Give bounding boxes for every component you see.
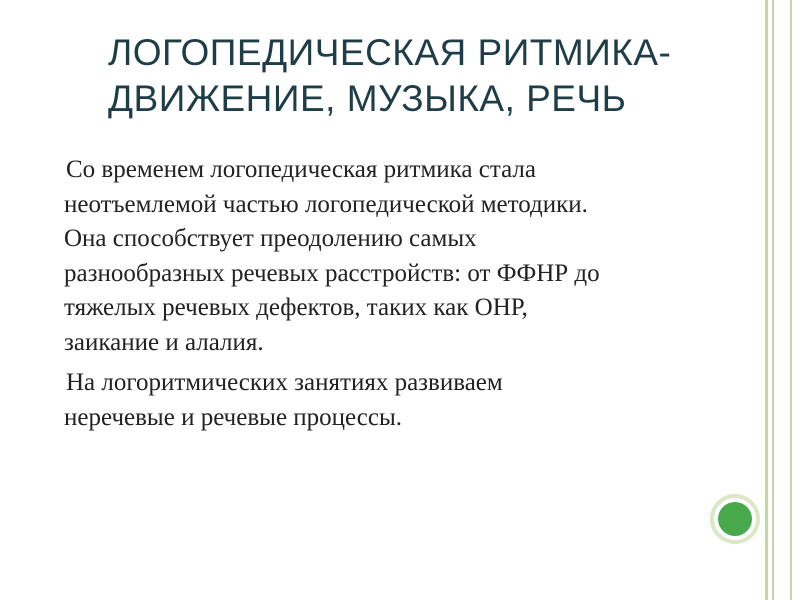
decorative-line	[790, 0, 792, 600]
text-line: тяжелых речевых дефектов, таких как ОНР,	[64, 294, 528, 321]
text-line: неотъемлемой частью логопедической методики.	[64, 190, 588, 218]
slide-body	[64, 153, 754, 441]
decorative-line	[765, 0, 768, 600]
slide-title-line: ЛОГОПЕДИЧЕСКАЯ РИТМИКА-	[108, 32, 672, 73]
text-line: На логоритмических занятиях развиваем	[66, 369, 503, 396]
text-line: заикание и алалия.	[64, 328, 264, 356]
text-line: Со временем логопедическая ритмика стала	[66, 156, 536, 183]
body-paragraph	[64, 153, 754, 360]
slide-title	[108, 30, 748, 122]
decorative-circle-icon	[710, 494, 760, 544]
slide-title-line: ДВИЖЕНИЕ, МУЗЫКА, РЕЧЬ	[108, 78, 627, 119]
body-paragraph	[64, 366, 754, 435]
text-line: Она способствует преодолению самых	[64, 225, 477, 252]
decorative-line	[772, 0, 774, 600]
text-line: разнообразных речевых расстройств: от ФФНР до	[64, 259, 600, 287]
text-line: неречевые и речевые процессы.	[64, 403, 403, 431]
green-dot-icon	[718, 502, 752, 536]
